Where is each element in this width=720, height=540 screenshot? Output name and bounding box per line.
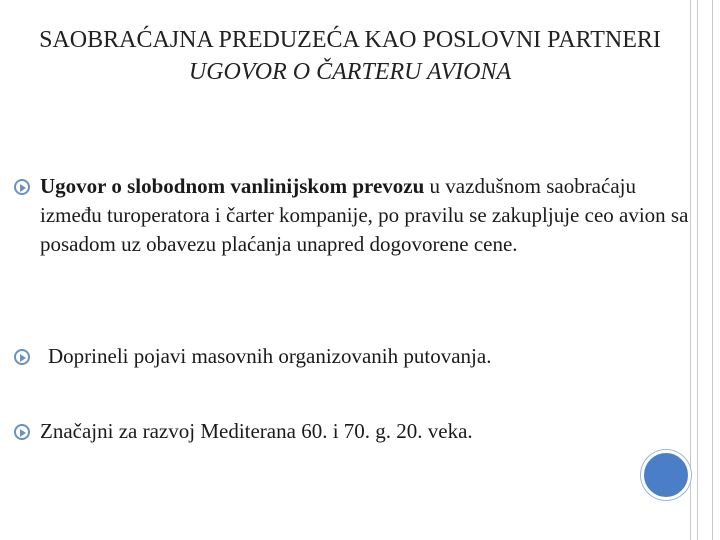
bullet-text: Doprineli pojavi masovnih organizovanih putovanja. [48, 344, 492, 368]
slide-subtitle: UGOVOR O ČARTERU AVIONA [188, 59, 512, 85]
slide-title-line1: SAOBRAĆAJNA PREDUZEĆA KAO POSLOVNI PARTNERI [39, 27, 661, 53]
decorative-vertical-line [690, 0, 691, 540]
bullet-text: u vazdušnom saobraćaju između turoperatora i čarter kompanije, po pravilu se zakupljuje ceo avion sa posadom uz obavezu plaćanja unapred dogovorene cene. [40, 174, 689, 256]
blue-circle-decoration-icon [641, 450, 691, 500]
circled-arrow-bullet-icon [14, 349, 30, 365]
bullet-item [14, 417, 690, 446]
bullet-bold-text: Ugovor o slobodnom vanlinijskom prevozu [40, 174, 425, 198]
bullet-item [14, 172, 690, 259]
bullet-item [14, 342, 690, 371]
slide-title [20, 24, 680, 88]
circled-arrow-bullet-icon [14, 179, 30, 195]
bullet-text: Značajni za razvoj Mediterana 60. i 70. g. 20. veka. [40, 419, 473, 443]
circled-arrow-bullet-icon [14, 424, 30, 440]
decorative-vertical-line [697, 0, 698, 540]
decorative-vertical-line [712, 0, 713, 540]
